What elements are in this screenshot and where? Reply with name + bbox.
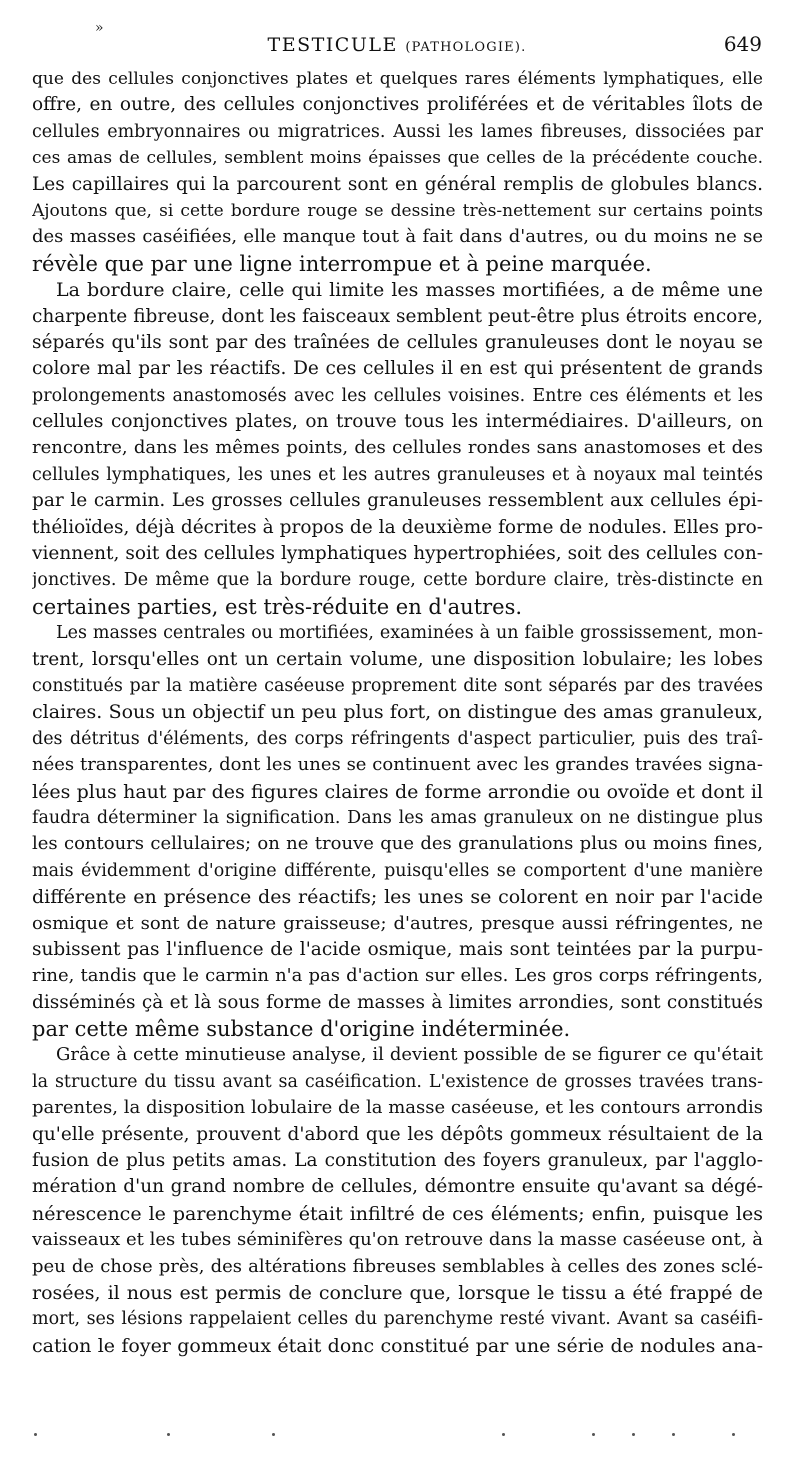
bottom-print-marks — [32, 1433, 763, 1443]
text-line: La bordure claire, celle qui limite les masses mortifiées, a de même une — [56, 279, 763, 302]
text-line: qu'elle présente, prouvent d'abord que les dépôts gommeux résultaient de la — [32, 1123, 763, 1145]
text-line: offre, en outre, des cellules conjonctives proliférées et de véritables îlots de — [32, 94, 763, 116]
text-line: différente en présence des réactifs; les unes se colorent en noir par l'acide — [32, 886, 763, 909]
text-line: parentes, la disposition lobulaire de la masse caséeuse, et les contours arrondis — [32, 1097, 763, 1119]
text-line: rencontre, dans les mêmes points, des cellules rondes sans anastomoses et des — [32, 437, 763, 459]
text-line: vaisseaux et les tubes séminifères qu'on retrouve dans la masse caséeuse ont, à — [32, 1229, 763, 1251]
text-line: par le carmin. Les grosses cellules granuleuses ressemblent aux cellules épi- — [32, 490, 763, 512]
text-line: cellules conjonctives plates, on trouve tous les intermédiaires. D'ailleurs, on — [32, 411, 763, 433]
text-line: cellules embryonnaires ou migratrices. Aussi les lames fibreuses, dissociées par — [32, 121, 763, 142]
text-line: mais évidemment d'origine différente, puisqu'elles se comportent d'une manière — [32, 860, 763, 881]
text-line: Les capillaires qui la parcourent sont en général remplis de globules blancs. — [32, 173, 763, 195]
text-line: viennent, soit des cellules lymphatiques hypertrophiées, soit des cellules con- — [32, 543, 763, 565]
running-title-sub: (PATHOLOGIE). — [405, 40, 527, 55]
text-line: prolongements anastomosés avec les cellules voisines. Entre ces éléments et les — [32, 385, 763, 406]
text-line: charpente fibreuse, dont les faisceaux semblent peut-être plus étroits encore, — [32, 305, 763, 327]
text-line: cellules lymphatiques, les unes et les autres granuleuses et à noyaux mal teintés — [32, 464, 763, 485]
text-line: lées plus haut par des figures claires de forme arrondie ou ovoïde et dont il — [32, 780, 763, 803]
text-line: claires. Sous un objectif un peu plus fort, on distingue des amas granuleux, — [32, 701, 763, 724]
text-line: nées transparentes, dont les unes se continuent avec les grandes travées signa- — [32, 754, 763, 776]
body-text — [32, 66, 763, 1359]
text-line: rosées, il nous est permis de conclure que, lorsque le tissu a été frappé de — [32, 1281, 763, 1304]
text-line: disséminés çà et là sous forme de masses à limites arrondies, sont constitués — [32, 991, 763, 1013]
text-line: ces amas de cellules, semblent moins épaisses que celles de la précédente couche. — [32, 148, 763, 169]
running-title — [32, 34, 762, 56]
text-line: rine, tandis que le carmin n'a pas d'action sur elles. Les gros corps réfringents, — [32, 965, 763, 987]
text-line: Les masses centrales ou mortifiées, examinées à un faible grossissement, mon- — [56, 623, 763, 644]
page-number: 649 — [723, 32, 762, 56]
text-line: la structure du tissu avant sa caséification. L'existence de grosses travées trans- — [32, 1071, 763, 1092]
text-line: Grâce à cette minutieuse analyse, il devient possible de se figurer ce qu'était — [56, 1044, 763, 1066]
text-line: révèle que par une ligne interrompue et à peine marquée. — [32, 251, 652, 276]
text-line: que des cellules conjonctives plates et quelques rares éléments lymphatiques, elle — [32, 69, 763, 89]
text-line: constitués par la matière caséeuse proprement dite sont séparés par des travées — [32, 675, 763, 696]
text-line: thélioïdes, déjà décrites à propos de la deuxième forme de nodules. Elles pro- — [32, 516, 763, 538]
text-line: nérescence le parenchyme était infiltré de ces éléments; enfin, puisque les — [32, 1202, 763, 1225]
text-line: des masses caséifiées, elle manque tout à fait dans d'autres, ou du moins ne se — [32, 226, 763, 248]
printer-mark: » — [95, 20, 104, 36]
text-line: colore mal par les réactifs. De ces cellules il en est qui présentent de grands — [32, 358, 763, 380]
text-line: subissent pas l'influence de l'acide osmique, mais sont teintées par la purpu- — [32, 938, 763, 960]
text-line: fusion de plus petits amas. La constitution des foyers granuleux, par l'agglo- — [32, 1150, 763, 1172]
text-line: faudra déterminer la signification. Dans les amas granuleux on ne distingue plus — [32, 807, 763, 828]
text-line: cation le foyer gommeux était donc constitué par une série de nodules ana- — [32, 1334, 763, 1357]
text-line: des détritus d'éléments, des corps réfringents d'aspect particulier, puis des traî- — [32, 728, 763, 749]
running-header — [32, 34, 762, 62]
text-line: peu de chose près, des altérations fibreuses semblables à celles des zones sclé- — [32, 1255, 763, 1277]
text-line: par cette même substance d'origine indéterminée. — [32, 1017, 571, 1042]
text-line: mort, ses lésions rappelaient celles du parenchyme resté vivant. Avant sa caséifi- — [32, 1309, 763, 1330]
text-line: certaines parties, est très-réduite en d'autres. — [32, 594, 523, 619]
text-line: jonctives. De même que la bordure rouge, cette bordure claire, très-distincte en — [32, 570, 763, 591]
text-line: les contours cellulaires; on ne trouve que des granulations plus ou moins fines, — [32, 833, 763, 855]
text-line: trent, lorsqu'elles ont un certain volume, une disposition lobulaire; les lobes — [32, 648, 763, 670]
running-title-main: TESTICULE — [267, 34, 398, 56]
text-line: osmique et sont de nature graisseuse; d'autres, presque aussi réfringentes, ne — [32, 912, 763, 934]
text-line: séparés qu'ils sont par des traînées de cellules granuleuses dont le noyau se — [32, 331, 763, 353]
text-line: Ajoutons que, si cette bordure rouge se dessine très-nettement sur certains points — [32, 200, 763, 221]
text-line: mération d'un grand nombre de cellules, démontre ensuite qu'avant sa dégé- — [32, 1176, 763, 1198]
